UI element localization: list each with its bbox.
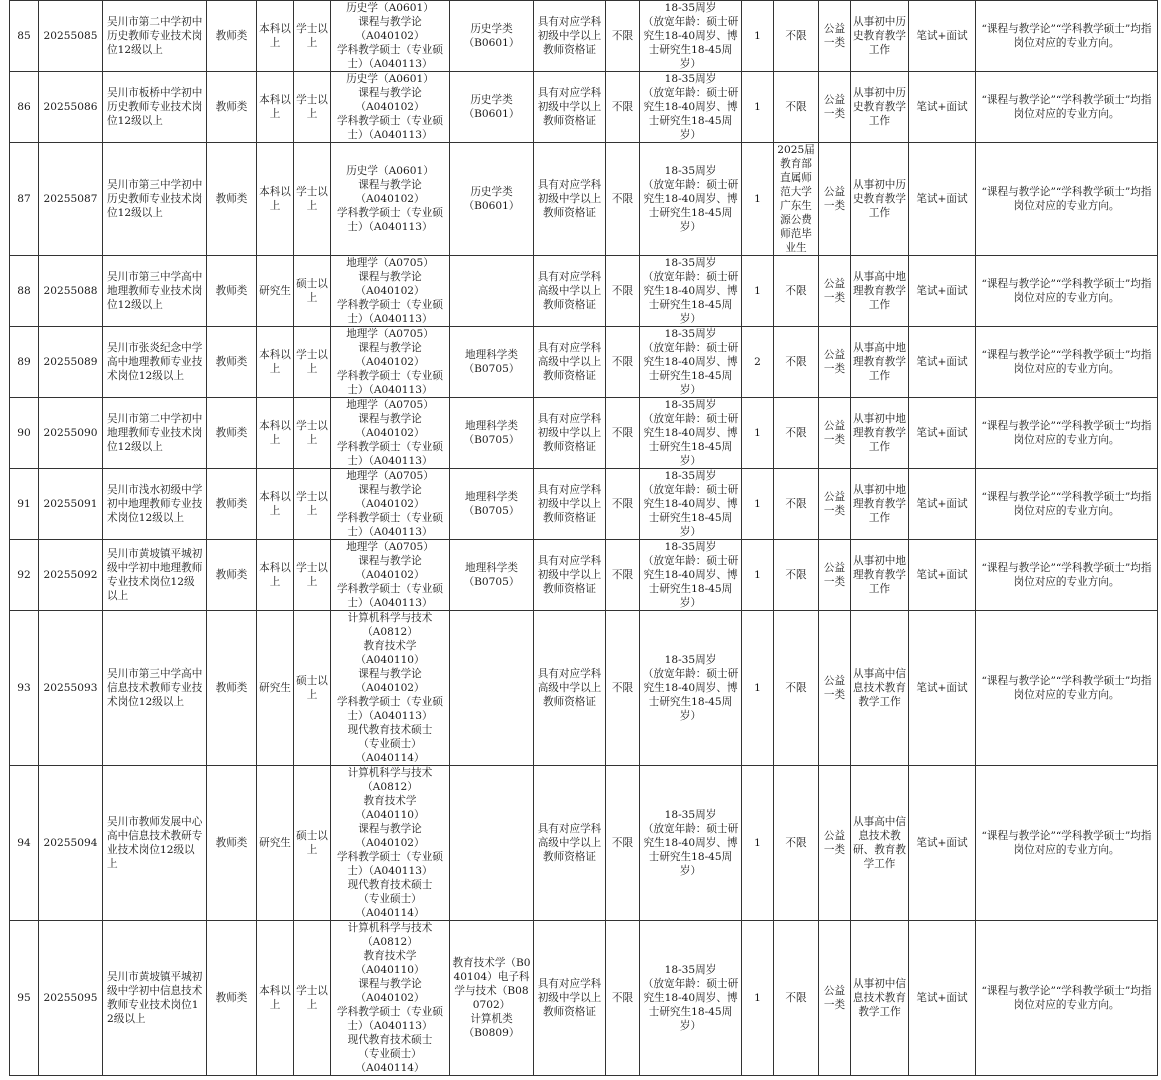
degree-requirement-cell: 硕士以上 (294, 256, 331, 327)
job-duty-cell: 从事初中信息技术教育教学工作 (851, 921, 909, 1076)
undergraduate-major-cell (450, 256, 534, 327)
degree-requirement-cell: 学士以上 (294, 143, 331, 256)
political-status-cell: 不限 (606, 143, 640, 256)
row-number-cell: 85 (10, 1, 39, 72)
recruitment-table (9, 0, 1158, 1076)
degree-requirement-cell: 学士以上 (294, 540, 331, 611)
post-code-cell: 20255088 (39, 256, 103, 327)
hiring-count-cell: 1 (742, 766, 774, 921)
remarks-cell: “课程与教学论”“学科教学硕士”均指岗位对应的专业方向。 (976, 72, 1158, 143)
hiring-count-cell: 1 (742, 398, 774, 469)
unit-type-cell: 公益一类 (819, 143, 851, 256)
remarks-cell: “课程与教学论”“学科教学硕士”均指岗位对应的专业方向。 (976, 540, 1158, 611)
hiring-count-cell: 1 (742, 72, 774, 143)
age-requirement-cell: 18-35周岁 （放宽年龄：硕士研究生18-40周岁、博士研究生18-45周岁） (640, 256, 742, 327)
recruitment-target-cell: 不限 (774, 327, 819, 398)
unit-type-cell: 公益一类 (819, 921, 851, 1076)
exam-method-cell: 笔试+面试 (909, 611, 976, 766)
political-status-cell: 不限 (606, 256, 640, 327)
political-status-cell: 不限 (606, 72, 640, 143)
post-category-cell: 教师类 (207, 469, 257, 540)
postgraduate-major-cell: 计算机科学与技术 （A0812） 教育技术学 （A040110） 课程与教学论 （A040102） 学科教学硕士（专业硕士）（A040113） 现代教育技术硕士 （专业硕士） （A040114） (331, 921, 450, 1076)
age-requirement-cell: 18-35周岁 （放宽年龄：硕士研究生18-40周岁、博士研究生18-45周岁） (640, 921, 742, 1076)
post-name-cell: 吴川市第二中学初中地理教师专业技术岗位12级以上 (103, 398, 207, 469)
age-requirement-cell: 18-35周岁 （放宽年龄：硕士研究生18-40周岁、博士研究生18-45周岁） (640, 327, 742, 398)
post-category-cell: 教师类 (207, 327, 257, 398)
post-code-cell: 20255089 (39, 327, 103, 398)
remarks-cell: “课程与教学论”“学科教学硕士”均指岗位对应的专业方向。 (976, 143, 1158, 256)
hiring-count-cell: 1 (742, 611, 774, 766)
row-number-cell: 89 (10, 327, 39, 398)
post-code-cell: 20255091 (39, 469, 103, 540)
education-level-cell: 本科以上 (257, 143, 294, 256)
postgraduate-major-cell: 地理学（A0705） 课程与教学论 （A040102） 学科教学硕士（专业硕士）（A040113） (331, 469, 450, 540)
table-row (10, 256, 1158, 327)
recruitment-target-cell: 不限 (774, 611, 819, 766)
exam-method-cell: 笔试+面试 (909, 1, 976, 72)
post-code-cell: 20255087 (39, 143, 103, 256)
certificate-requirement-cell: 具有对应学科高级中学以上教师资格证 (534, 611, 606, 766)
education-level-cell: 本科以上 (257, 540, 294, 611)
certificate-requirement-cell: 具有对应学科初级中学以上教师资格证 (534, 469, 606, 540)
political-status-cell: 不限 (606, 766, 640, 921)
post-category-cell: 教师类 (207, 921, 257, 1076)
job-duty-cell: 从事初中地理教育教学工作 (851, 398, 909, 469)
job-duty-cell: 从事初中地理教育教学工作 (851, 469, 909, 540)
table-row (10, 611, 1158, 766)
post-category-cell: 教师类 (207, 766, 257, 921)
job-duty-cell: 从事高中地理教育教学工作 (851, 327, 909, 398)
remarks-cell: “课程与教学论”“学科教学硕士”均指岗位对应的专业方向。 (976, 766, 1158, 921)
table-row (10, 766, 1158, 921)
education-level-cell: 研究生 (257, 256, 294, 327)
hiring-count-cell: 1 (742, 921, 774, 1076)
undergraduate-major-cell (450, 766, 534, 921)
remarks-cell: “课程与教学论”“学科教学硕士”均指岗位对应的专业方向。 (976, 398, 1158, 469)
education-level-cell: 本科以上 (257, 327, 294, 398)
age-requirement-cell: 18-35周岁 （放宽年龄：硕士研究生18-40周岁、博士研究生18-45周岁） (640, 766, 742, 921)
education-level-cell: 研究生 (257, 766, 294, 921)
unit-type-cell: 公益一类 (819, 72, 851, 143)
postgraduate-major-cell: 计算机科学与技术 （A0812） 教育技术学 （A040110） 课程与教学论 （A040102） 学科教学硕士（专业硕士）（A040113） 现代教育技术硕士 （专业硕士） （A040114） (331, 766, 450, 921)
row-number-cell: 90 (10, 398, 39, 469)
exam-method-cell: 笔试+面试 (909, 540, 976, 611)
certificate-requirement-cell: 具有对应学科初级中学以上教师资格证 (534, 72, 606, 143)
row-number-cell: 88 (10, 256, 39, 327)
age-requirement-cell: 18-35周岁 （放宽年龄：硕士研究生18-40周岁、博士研究生18-45周岁） (640, 72, 742, 143)
table-row (10, 921, 1158, 1076)
political-status-cell: 不限 (606, 398, 640, 469)
postgraduate-major-cell: 历史学（A0601） 课程与教学论 （A040102） 学科教学硕士（专业硕士）（A040113） (331, 72, 450, 143)
post-name-cell: 吴川市黄坡镇平城初级中学初中信息技术教师专业技术岗位12级以上 (103, 921, 207, 1076)
job-duty-cell: 从事高中信息技术教研、教育教学工作 (851, 766, 909, 921)
education-level-cell: 研究生 (257, 611, 294, 766)
undergraduate-major-cell: 地理科学类 （B0705） (450, 540, 534, 611)
row-number-cell: 91 (10, 469, 39, 540)
job-duty-cell: 从事初中历史教育教学工作 (851, 72, 909, 143)
exam-method-cell: 笔试+面试 (909, 469, 976, 540)
post-code-cell: 20255085 (39, 1, 103, 72)
row-number-cell: 86 (10, 72, 39, 143)
undergraduate-major-cell: 地理科学类 （B0705） (450, 327, 534, 398)
recruitment-target-cell: 不限 (774, 1, 819, 72)
recruitment-target-cell: 不限 (774, 72, 819, 143)
post-category-cell: 教师类 (207, 143, 257, 256)
degree-requirement-cell: 学士以上 (294, 72, 331, 143)
age-requirement-cell: 18-35周岁 （放宽年龄：硕士研究生18-40周岁、博士研究生18-45周岁） (640, 143, 742, 256)
table-row (10, 398, 1158, 469)
remarks-cell: “课程与教学论”“学科教学硕士”均指岗位对应的专业方向。 (976, 256, 1158, 327)
post-name-cell: 吴川市板桥中学初中历史教师专业技术岗位12级以上 (103, 72, 207, 143)
exam-method-cell: 笔试+面试 (909, 72, 976, 143)
recruitment-target-cell: 不限 (774, 256, 819, 327)
remarks-cell: “课程与教学论”“学科教学硕士”均指岗位对应的专业方向。 (976, 1, 1158, 72)
row-number-cell: 93 (10, 611, 39, 766)
recruitment-target-cell: 不限 (774, 540, 819, 611)
political-status-cell: 不限 (606, 327, 640, 398)
hiring-count-cell: 1 (742, 143, 774, 256)
table-row (10, 540, 1158, 611)
post-code-cell: 20255086 (39, 72, 103, 143)
table-row (10, 143, 1158, 256)
table-row (10, 469, 1158, 540)
row-number-cell: 92 (10, 540, 39, 611)
postgraduate-major-cell: 地理学（A0705） 课程与教学论 （A040102） 学科教学硕士（专业硕士）（A040113） (331, 398, 450, 469)
undergraduate-major-cell: 地理科学类 （B0705） (450, 469, 534, 540)
age-requirement-cell: 18-35周岁 （放宽年龄：硕士研究生18-40周岁、博士研究生18-45周岁） (640, 611, 742, 766)
post-category-cell: 教师类 (207, 72, 257, 143)
remarks-cell: “课程与教学论”“学科教学硕士”均指岗位对应的专业方向。 (976, 611, 1158, 766)
postgraduate-major-cell: 地理学（A0705） 课程与教学论 （A040102） 学科教学硕士（专业硕士）（A040113） (331, 540, 450, 611)
recruitment-table-container (9, 0, 1158, 1076)
unit-type-cell: 公益一类 (819, 398, 851, 469)
political-status-cell: 不限 (606, 611, 640, 766)
education-level-cell: 本科以上 (257, 1, 294, 72)
recruitment-target-cell: 2025届教育部直属师范大学广东生源公费师范毕业生 (774, 143, 819, 256)
post-category-cell: 教师类 (207, 1, 257, 72)
unit-type-cell: 公益一类 (819, 766, 851, 921)
hiring-count-cell: 2 (742, 327, 774, 398)
exam-method-cell: 笔试+面试 (909, 327, 976, 398)
degree-requirement-cell: 学士以上 (294, 398, 331, 469)
exam-method-cell: 笔试+面试 (909, 766, 976, 921)
post-name-cell: 吴川市教师发展中心高中信息技术教研专业技术岗位12级以上 (103, 766, 207, 921)
recruitment-target-cell: 不限 (774, 469, 819, 540)
row-number-cell: 94 (10, 766, 39, 921)
unit-type-cell: 公益一类 (819, 469, 851, 540)
education-level-cell: 本科以上 (257, 72, 294, 143)
political-status-cell: 不限 (606, 469, 640, 540)
job-duty-cell: 从事初中历史教育教学工作 (851, 143, 909, 256)
unit-type-cell: 公益一类 (819, 540, 851, 611)
post-category-cell: 教师类 (207, 398, 257, 469)
exam-method-cell: 笔试+面试 (909, 921, 976, 1076)
degree-requirement-cell: 学士以上 (294, 1, 331, 72)
job-duty-cell: 从事初中历史教育教学工作 (851, 1, 909, 72)
political-status-cell: 不限 (606, 921, 640, 1076)
post-category-cell: 教师类 (207, 256, 257, 327)
postgraduate-major-cell: 地理学（A0705） 课程与教学论 （A040102） 学科教学硕士（专业硕士）（A040113） (331, 327, 450, 398)
education-level-cell: 本科以上 (257, 398, 294, 469)
age-requirement-cell: 18-35周岁 （放宽年龄：硕士研究生18-40周岁、博士研究生18-45周岁） (640, 1, 742, 72)
hiring-count-cell: 1 (742, 469, 774, 540)
postgraduate-major-cell: 计算机科学与技术 （A0812） 教育技术学 （A040110） 课程与教学论 （A040102） 学科教学硕士（专业硕士）（A040113） 现代教育技术硕士 （专业硕士） （A040114） (331, 611, 450, 766)
post-name-cell: 吴川市黄坡镇平城初级中学初中地理教师专业技术岗位12级以上 (103, 540, 207, 611)
job-duty-cell: 从事初中地理教育教学工作 (851, 540, 909, 611)
degree-requirement-cell: 学士以上 (294, 469, 331, 540)
post-code-cell: 20255095 (39, 921, 103, 1076)
post-name-cell: 吴川市浅水初级中学初中地理教师专业技术岗位12级以上 (103, 469, 207, 540)
recruitment-target-cell: 不限 (774, 921, 819, 1076)
degree-requirement-cell: 硕士以上 (294, 766, 331, 921)
post-name-cell: 吴川市第三中学高中信息技术教师专业技术岗位12级以上 (103, 611, 207, 766)
postgraduate-major-cell: 地理学（A0705） 课程与教学论 （A040102） 学科教学硕士（专业硕士）（A040113） (331, 256, 450, 327)
post-code-cell: 20255094 (39, 766, 103, 921)
education-level-cell: 本科以上 (257, 469, 294, 540)
certificate-requirement-cell: 具有对应学科高级中学以上教师资格证 (534, 327, 606, 398)
remarks-cell: “课程与教学论”“学科教学硕士”均指岗位对应的专业方向。 (976, 327, 1158, 398)
post-code-cell: 20255092 (39, 540, 103, 611)
unit-type-cell: 公益一类 (819, 611, 851, 766)
table-row (10, 72, 1158, 143)
degree-requirement-cell: 学士以上 (294, 921, 331, 1076)
political-status-cell: 不限 (606, 1, 640, 72)
remarks-cell: “课程与教学论”“学科教学硕士”均指岗位对应的专业方向。 (976, 469, 1158, 540)
degree-requirement-cell: 学士以上 (294, 327, 331, 398)
undergraduate-major-cell: 历史学类 （B0601） (450, 143, 534, 256)
table-row (10, 1, 1158, 72)
job-duty-cell: 从事高中信息技术教育教学工作 (851, 611, 909, 766)
job-duty-cell: 从事高中地理教育教学工作 (851, 256, 909, 327)
certificate-requirement-cell: 具有对应学科初级中学以上教师资格证 (534, 398, 606, 469)
age-requirement-cell: 18-35周岁 （放宽年龄：硕士研究生18-40周岁、博士研究生18-45周岁） (640, 469, 742, 540)
certificate-requirement-cell: 具有对应学科初级中学以上教师资格证 (534, 143, 606, 256)
post-code-cell: 20255093 (39, 611, 103, 766)
exam-method-cell: 笔试+面试 (909, 256, 976, 327)
postgraduate-major-cell: 历史学（A0601） 课程与教学论 （A040102） 学科教学硕士（专业硕士）（A040113） (331, 1, 450, 72)
certificate-requirement-cell: 具有对应学科初级中学以上教师资格证 (534, 921, 606, 1076)
table-body (10, 1, 1158, 1076)
exam-method-cell: 笔试+面试 (909, 143, 976, 256)
row-number-cell: 95 (10, 921, 39, 1076)
postgraduate-major-cell: 历史学（A0601） 课程与教学论 （A040102） 学科教学硕士（专业硕士）（A040113） (331, 143, 450, 256)
education-level-cell: 本科以上 (257, 921, 294, 1076)
age-requirement-cell: 18-35周岁 （放宽年龄：硕士研究生18-40周岁、博士研究生18-45周岁） (640, 540, 742, 611)
hiring-count-cell: 1 (742, 540, 774, 611)
certificate-requirement-cell: 具有对应学科高级中学以上教师资格证 (534, 766, 606, 921)
post-code-cell: 20255090 (39, 398, 103, 469)
degree-requirement-cell: 硕士以上 (294, 611, 331, 766)
post-category-cell: 教师类 (207, 611, 257, 766)
table-row (10, 327, 1158, 398)
post-name-cell: 吴川市第二中学初中历史教师专业技术岗位12级以上 (103, 1, 207, 72)
recruitment-target-cell: 不限 (774, 398, 819, 469)
recruitment-target-cell: 不限 (774, 766, 819, 921)
certificate-requirement-cell: 具有对应学科初级中学以上教师资格证 (534, 540, 606, 611)
age-requirement-cell: 18-35周岁 （放宽年龄：硕士研究生18-40周岁、博士研究生18-45周岁） (640, 398, 742, 469)
undergraduate-major-cell: 历史学类 （B0601） (450, 72, 534, 143)
hiring-count-cell: 1 (742, 1, 774, 72)
post-name-cell: 吴川市张炎纪念中学高中地理教师专业技术岗位12级以上 (103, 327, 207, 398)
row-number-cell: 87 (10, 143, 39, 256)
unit-type-cell: 公益一类 (819, 327, 851, 398)
undergraduate-major-cell: 地理科学类 （B0705） (450, 398, 534, 469)
undergraduate-major-cell (450, 611, 534, 766)
post-category-cell: 教师类 (207, 540, 257, 611)
remarks-cell: “课程与教学论”“学科教学硕士”均指岗位对应的专业方向。 (976, 921, 1158, 1076)
post-name-cell: 吴川市第三中学高中地理教师专业技术岗位12级以上 (103, 256, 207, 327)
post-name-cell: 吴川市第三中学初中历史教师专业技术岗位12级以上 (103, 143, 207, 256)
unit-type-cell: 公益一类 (819, 1, 851, 72)
unit-type-cell: 公益一类 (819, 256, 851, 327)
certificate-requirement-cell: 具有对应学科初级中学以上教师资格证 (534, 1, 606, 72)
political-status-cell: 不限 (606, 540, 640, 611)
certificate-requirement-cell: 具有对应学科高级中学以上教师资格证 (534, 256, 606, 327)
hiring-count-cell: 1 (742, 256, 774, 327)
undergraduate-major-cell: 历史学类 （B0601） (450, 1, 534, 72)
undergraduate-major-cell: 教育技术学（B040104）电子科学与技术（B080702） 计算机类 （B0809） (450, 921, 534, 1076)
exam-method-cell: 笔试+面试 (909, 398, 976, 469)
